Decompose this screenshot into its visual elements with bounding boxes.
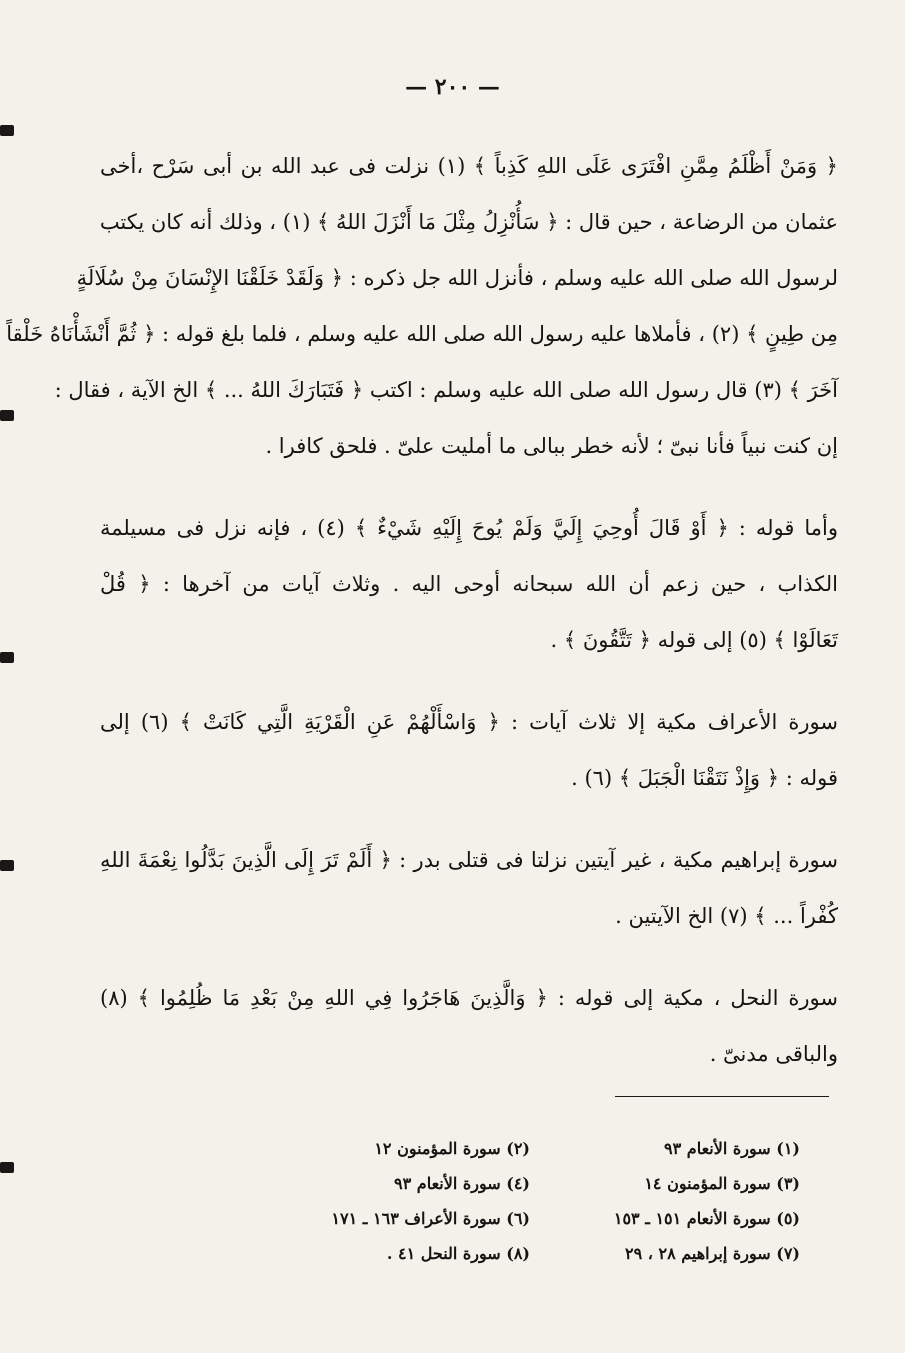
main-text: [6, 138, 838, 1108]
page-number: — ٢٠٠ —: [405, 74, 500, 100]
text-line: سورة النحل ، مكية إلى قوله : ﴿ وَالَّذِينَ هَاجَرُوا فِي اللهِ مِنْ بَعْدِ مَا ظُلِمُوا ﴾ (٨): [100, 986, 838, 1010]
text-line: والباقى مدنىّ .: [709, 1042, 838, 1066]
text-line: آخَرَ ﴾ (٣) قال رسول الله صلى الله عليه وسلم : اكتب ﴿ فَتَبَارَكَ اللهُ ... ﴾ الخ الآية ، فقال :: [54, 378, 838, 402]
text-line: إن كنت نبياً فأنا نبىّ ؛ لأنه خطر ببالى ما أمليت علىّ . فلحق كافرا .: [265, 434, 838, 458]
text-line: وأما قوله : ﴿ أَوْ قَالَ أُوحِيَ إِلَيَّ وَلَمْ يُوحَ إِلَيْهِ شَيْءٌ ﴾ (٤) ، فإنه نزل فى مسيلمة: [100, 516, 838, 540]
text-line: سورة إبراهيم مكية ، غير آيتين نزلتا فى قتلى بدر : ﴿ أَلَمْ تَرَ إِلَى الَّذِينَ بَدَّلُوا نِعْمَةَ اللهِ: [100, 848, 838, 872]
paragraph-5: [100, 970, 838, 1082]
text-line: تَعَالَوْا ﴾ (٥) إلى قوله ﴿ تَتَّقُونَ ﴾ .: [550, 628, 838, 652]
paragraph-1: [6, 138, 838, 474]
text-line: ﴿ وَمَنْ أَظْلَمُ مِمَّنِ افْتَرَى عَلَى اللهِ كَذِباً ﴾ (١) نزلت فى عبد الله بن أبى سَرْح ،أخى: [100, 154, 838, 178]
text-line: كُفْراً ... ﴾ (٧) الخ الآيتين .: [615, 904, 838, 928]
footnotes: [230, 1133, 800, 1269]
text-line: الكذاب ، حين زعم أن الله سبحانه أوحى اليه . وثلاث آيات من آخرها : ﴿ قُلْ: [100, 572, 838, 596]
scan-edge-mark: [0, 652, 14, 663]
text-line: سورة الأعراف مكية إلا ثلاث آيات : ﴿ وَاسْأَلْهُمْ عَنِ الْقَرْيَةِ الَّتِي كَانَتْ ﴾ (٦) إلى: [100, 710, 838, 734]
footnote-item: (٣) سورة المؤمنون ١٤: [644, 1174, 800, 1193]
text-line: مِن طِينٍ ﴾ (٢) ، فأملاها عليه رسول الله صلى الله عليه وسلم ، فلما بلغ قوله : ﴿ ثُمَّ أَنْشَأْنَاهُ خَلْقاً: [6, 322, 838, 346]
paragraph-2: [100, 500, 838, 668]
scan-edge-mark: [0, 860, 14, 871]
text-line: عثمان من الرضاعة ، حين قال : ﴿ سَأُنْزِلُ مِثْلَ مَا أَنْزَلَ اللهُ ﴾ (١) ، وذلك أنه كان يكتب: [99, 210, 838, 234]
footnote-item: (٨) سورة النحل ٤١ .: [386, 1244, 530, 1263]
footnote-item: (١) سورة الأنعام ٩٣: [664, 1139, 800, 1158]
scan-edge-mark: [0, 1162, 14, 1173]
footnote-item: (٥) سورة الأنعام ١٥١ ـ ١٥٣: [613, 1209, 800, 1228]
footnote-item: (٦) سورة الأعراف ١٦٣ ـ ١٧١: [331, 1209, 530, 1228]
scan-edge-mark: [0, 410, 14, 421]
text-line: قوله : ﴿ وَإِذْ نَتَقْنَا الْجَبَلَ ﴾ (٦) .: [571, 766, 838, 790]
text-line: لرسول الله صلى الله عليه وسلم ، فأنزل الله جل ذكره : ﴿ وَلَقَدْ خَلَقْنَا الإِنْسَانَ مِنْ سُلَالَةٍ: [76, 266, 838, 290]
footnote-item: (٤) سورة الأنعام ٩٣: [394, 1174, 530, 1193]
paragraph-4: [100, 832, 838, 944]
scan-edge-mark: [0, 125, 14, 136]
footnote-item: (٧) سورة إبراهيم ٢٨ ، ٢٩: [624, 1244, 800, 1263]
paragraph-3: [100, 694, 838, 806]
footnote-item: (٢) سورة المؤمنون ١٢: [374, 1139, 530, 1158]
footnote-separator: [615, 1096, 829, 1097]
